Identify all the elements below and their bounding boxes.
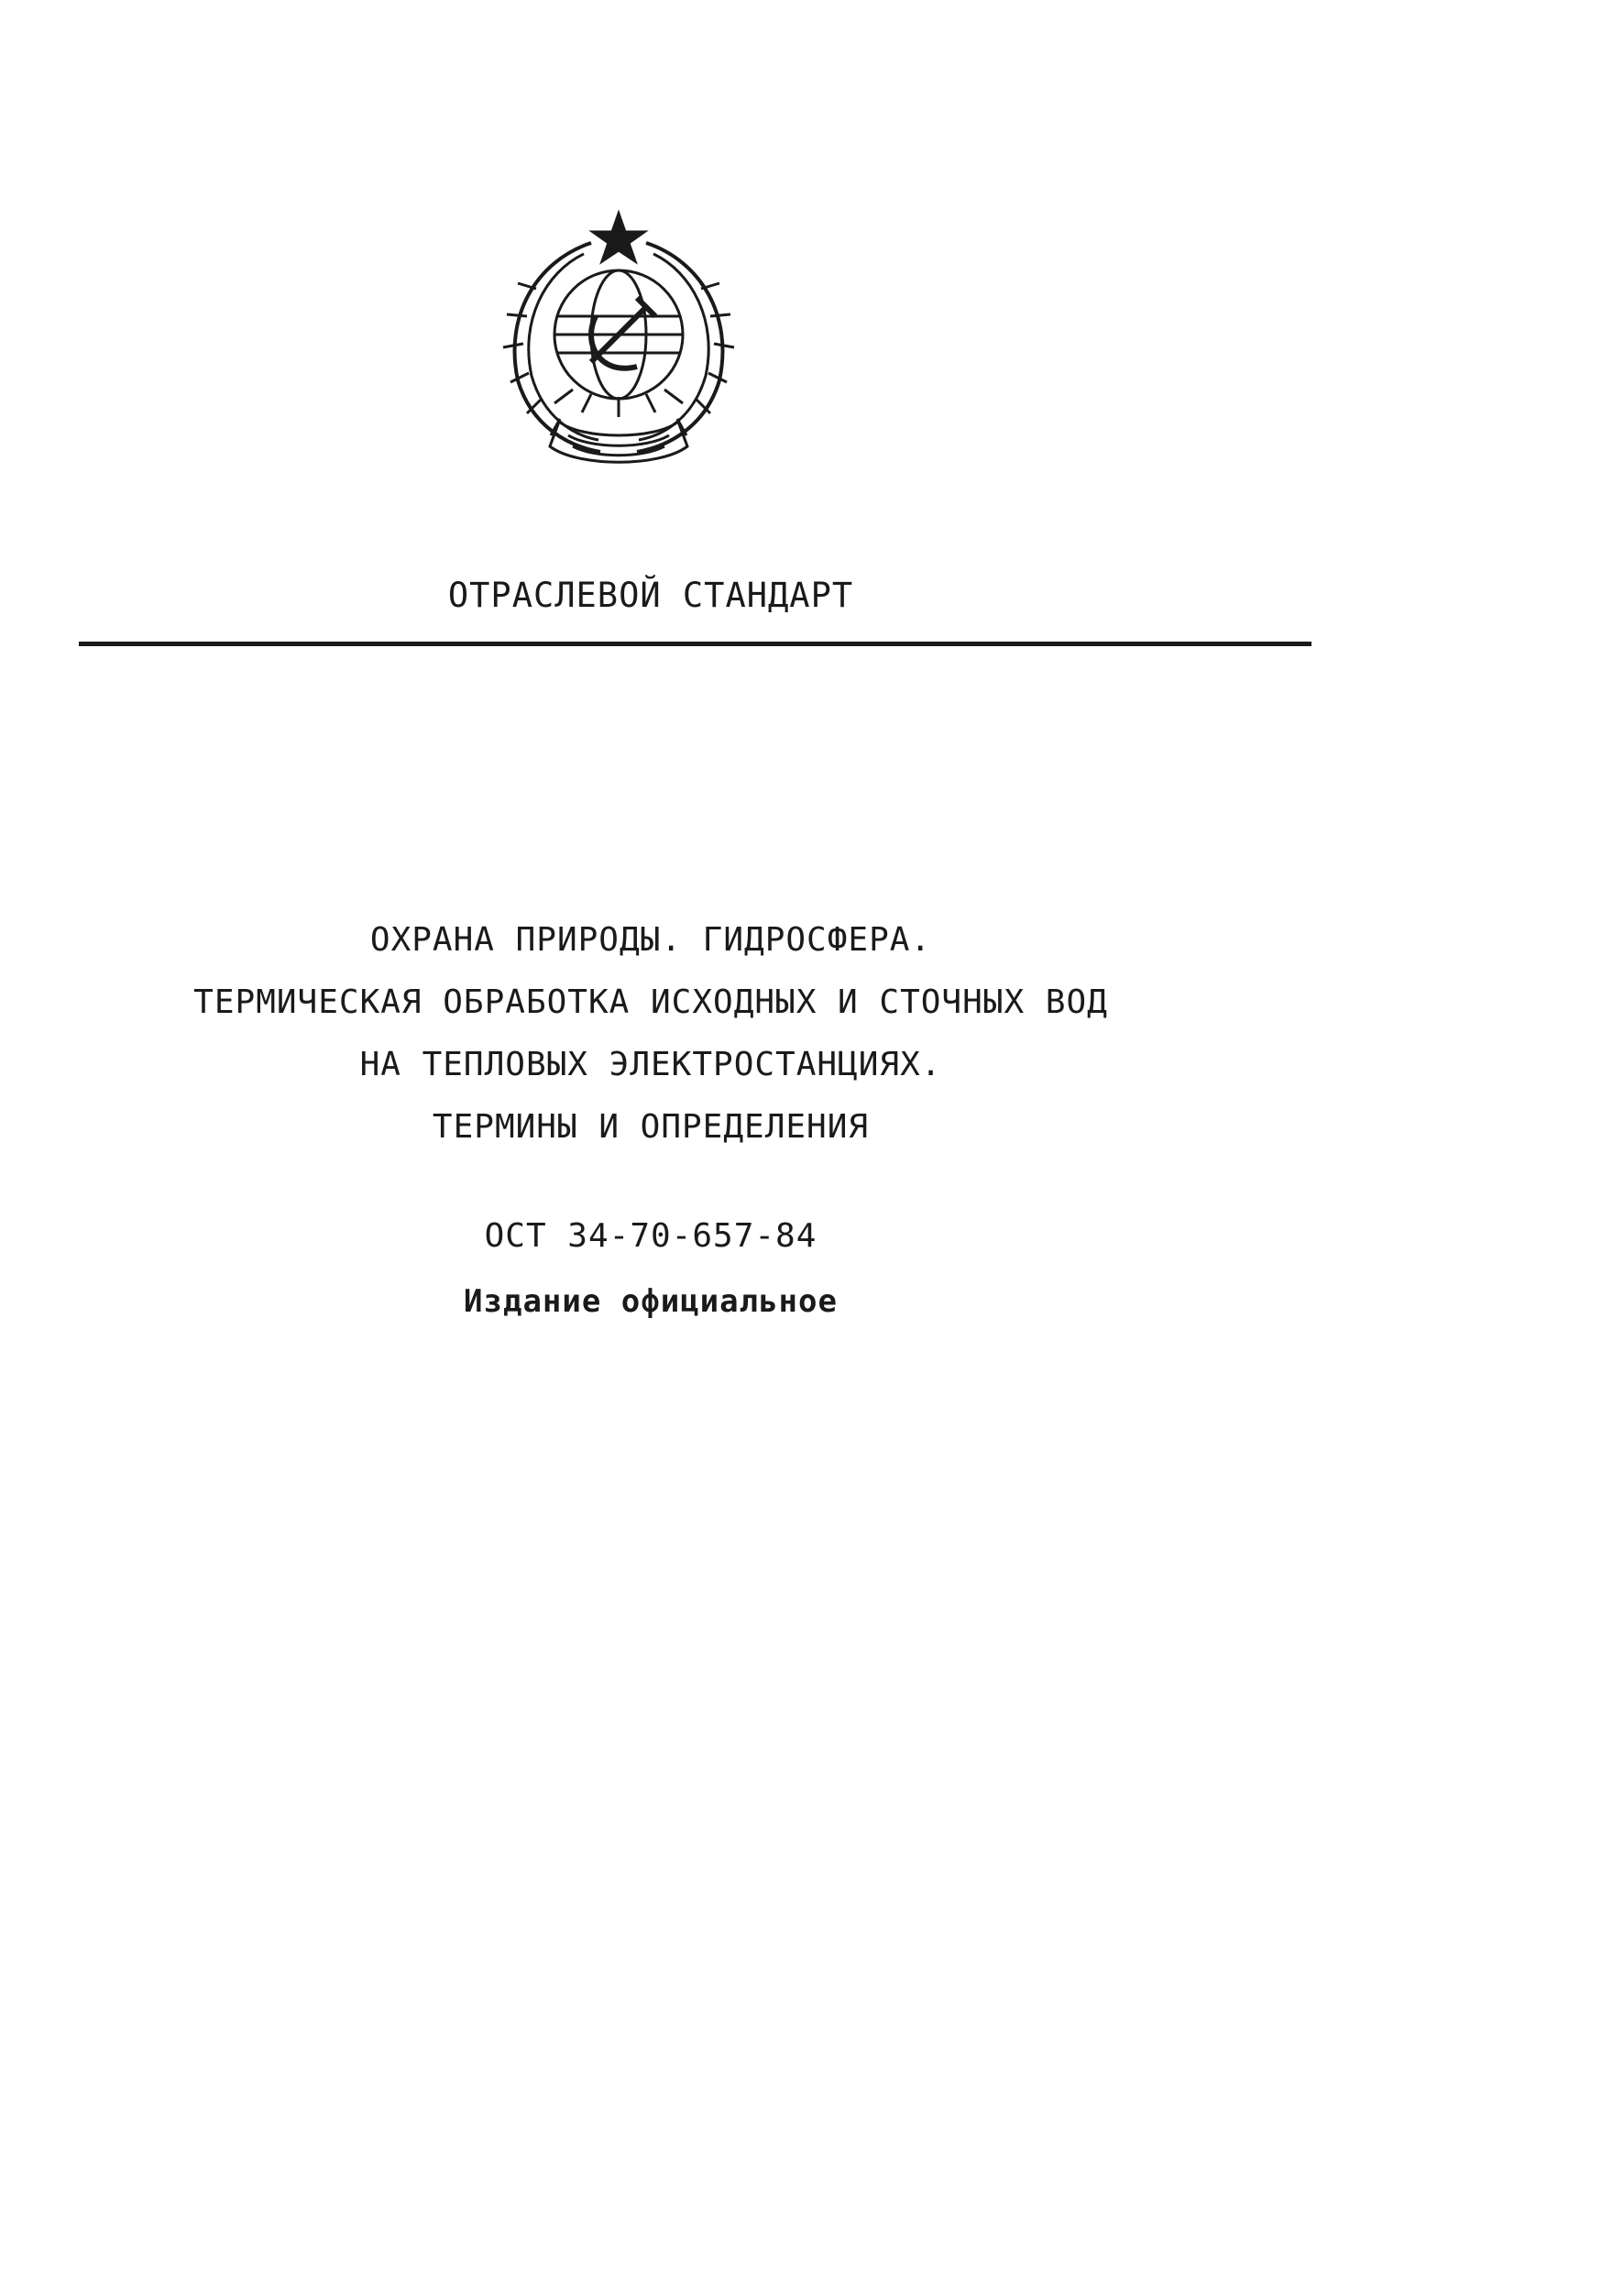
state-emblem-icon [481,206,756,472]
title-line: НА ТЕПЛОВЫХ ЭЛЕКТРОСТАНЦИЯХ. [359,1046,942,1083]
document-title [0,909,1301,1159]
edition-note: Издание официальное [464,1283,838,1320]
state-emblem [481,206,756,472]
header-divider [79,642,1311,646]
title-line: ОХРАНА ПРИРОДЫ. ГИДРОСФЕРА. [369,921,932,959]
standard-designation: ОСТ 34-70-657-84 [484,1217,817,1255]
document-type-heading: ОТРАСЛЕВОЙ СТАНДАРТ [447,576,854,615]
title-line: ТЕРМИНЫ И ОПРЕДЕЛЕНИЯ [432,1108,870,1146]
title-line: ТЕРМИЧЕСКАЯ ОБРАБОТКА ИСХОДНЫХ И СТОЧНЫХ ВОД [193,983,1108,1021]
